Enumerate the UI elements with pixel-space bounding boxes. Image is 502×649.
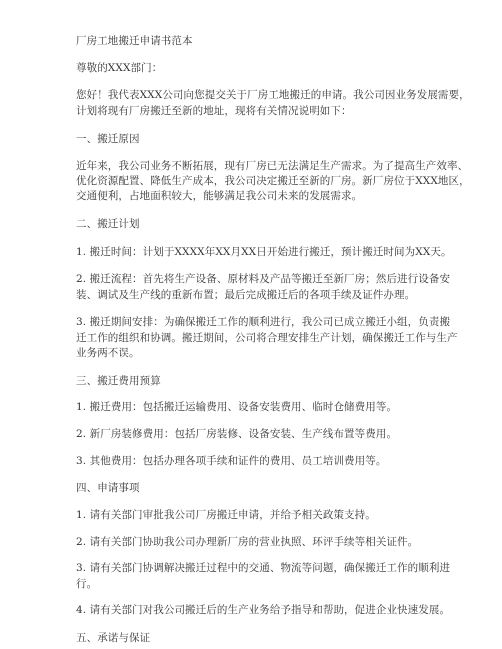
section1-line-2: 优化资源配置、降低生产成本，我公司决定搬迁至新的厂房。新厂房位于XXX地区，: [76, 175, 470, 188]
section4-heading: 四、申请事项: [76, 482, 140, 495]
section2-item-3-line-3: 业务两不误。: [76, 346, 140, 359]
section1-line-3: 交通便利，占地面积较大，能够满足我公司未来的发展需求。: [76, 190, 363, 203]
section2-item-2-line-1: 2. 搬迁流程：首先将生产设备、原材料及产品等搬迁至新厂房；然后进行设备安: [76, 273, 451, 286]
document-title: 厂房工地搬迁申请书范本: [76, 35, 193, 47]
section4-item-4: 4. 请有关部门对我公司搬迁后的生产业务给予指导和帮助，促进企业快速发展。: [76, 604, 451, 617]
intro-line-2: 计划将现有厂房搬迁至新的地址，现将有关情况说明如下：: [76, 104, 352, 117]
section3-heading: 三、搬迁费用预算: [76, 374, 161, 387]
section3-item-3: 3. 其他费用：包括办理各项手续和证件的费用、员工培训费用等。: [76, 454, 387, 467]
section4-item-3-line-1: 3. 请有关部门协调解决搬迁过程中的交通、物流等问题，确保搬迁工作的顺利进: [76, 562, 451, 575]
section2-item-3-line-2: 迁工作的组织和协调。搬迁期间，公司将合理安排生产计划，确保搬迁工作与生产: [76, 331, 458, 344]
section5-heading: 五、承诺与保证: [76, 632, 151, 644]
section4-item-3-line-2: 行。: [76, 577, 98, 590]
section4-item-1: 1. 请有关部门审批我公司厂房搬迁申请，并给予相关政策支持。: [76, 509, 376, 521]
section2-item-2-line-2: 装、调试及生产线的重新布置；最后完成搬迁后的各项手续及证件办理。: [76, 288, 416, 301]
section3-item-1: 1. 搬迁费用：包括搬迁运输费用、设备安装费用、临时仓储费用等。: [76, 401, 398, 414]
section1-line-1: 近年来，我公司业务不断拓展，现有厂房已无法满足生产需求。为了提高生产效率、: [76, 159, 469, 172]
section2-item-1: 1. 搬迁时间：计划于XXXX年XX月XX日开始进行搬迁，预计搬迁时间为XX天。: [76, 245, 452, 258]
intro-line-1: 您好！我代表XXX公司向您提交关于厂房工地搬迁的申请。我公司因业务发展需要，: [76, 89, 470, 102]
section1-heading: 一、搬迁原因: [76, 133, 140, 146]
section2-item-3-line-1: 3. 搬迁期间安排：为确保搬迁工作的顺利进行，我公司已成立搬迁小组，负责搬: [76, 316, 451, 329]
salutation: 尊敬的XXX部门：: [76, 61, 163, 74]
section4-item-2: 2. 请有关部门协助我公司办理新厂房的营业执照、环评手续等相关证件。: [76, 535, 419, 548]
section2-heading: 二、搬迁计划: [76, 218, 140, 231]
section3-item-2: 2. 新厂房装修费用：包括厂房装修、设备安装、生产线布置等费用。: [76, 427, 398, 440]
